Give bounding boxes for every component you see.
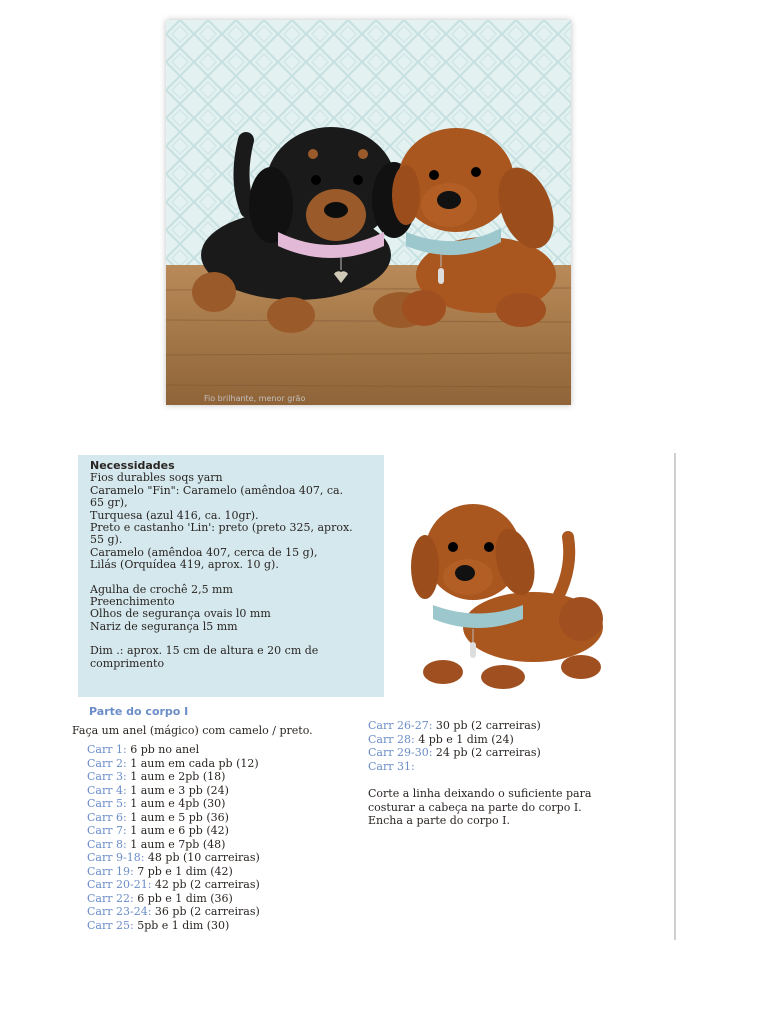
pattern-row: [368, 760, 541, 774]
row-label: Carr 8:: [87, 837, 127, 851]
brown-dachshund-photo: [403, 477, 618, 692]
tools-line: Agulha de crochê 2,5 mm: [90, 582, 233, 596]
row-text: 4 pb e 1 dim (24): [414, 732, 514, 746]
row-text: 1 aum em cada pb (12): [126, 756, 259, 770]
pattern-row: [87, 797, 260, 811]
note-line: Corte a linha deixando o suficiente para: [368, 787, 592, 800]
row-text: 7 pb e 1 dim (42): [133, 864, 233, 878]
materials-line: Caramelo "Fin": Caramelo (amêndoa 407, ca.: [90, 483, 344, 497]
pattern-row: [87, 824, 260, 838]
pattern-row: [87, 892, 260, 906]
tools-line: Olhos de segurança ovais l0 mm: [90, 607, 271, 621]
row-label: Carr 23-24:: [87, 905, 152, 918]
pattern-row: [87, 770, 260, 784]
row-label: Carr 6:: [87, 810, 127, 824]
row-label: Carr 29-30:: [368, 746, 433, 759]
row-text: 30 pb (2 carreiras): [432, 719, 541, 732]
row-label: Carr 19:: [87, 864, 134, 878]
row-text: 48 pb (10 carreiras): [144, 851, 260, 864]
pattern-row: [87, 811, 260, 825]
pattern-intro: Faça um anel (mágico) com camelo / preto.: [72, 724, 313, 737]
pattern-row: [368, 719, 541, 733]
row-label: Carr 31:: [368, 759, 415, 773]
dachshund-photo: [166, 20, 571, 405]
row-label: Carr 26-27:: [368, 719, 433, 732]
row-label: Carr 1:: [87, 743, 127, 756]
rows-left: [87, 743, 260, 932]
row-text: 1 aum e 5 pb (36): [126, 810, 229, 824]
pattern-row: [87, 784, 260, 798]
row-text: 24 pb (2 carreiras): [432, 746, 541, 759]
pattern-row: [87, 878, 260, 892]
materials-line: Turquesa (azul 416, ca. 10gr).: [90, 508, 259, 522]
row-label: Carr 20-21:: [87, 878, 152, 891]
row-text: 42 pb (2 carreiras): [151, 878, 260, 891]
row-text: 1 aum e 3 pb (24): [126, 783, 229, 797]
row-label: Carr 2:: [87, 756, 127, 770]
section-title: Parte do corpo I: [89, 705, 189, 718]
pattern-row: [87, 851, 260, 865]
dimensions-line: Dim .: aprox. 15 cm de altura e 20 cm de: [90, 644, 319, 658]
row-text: 1 aum e 2pb (18): [126, 770, 226, 783]
dachshund-side-illustration: [403, 477, 618, 692]
row-text: 1 aum e 4pb (30): [126, 797, 226, 810]
pattern-page: [63, 453, 676, 940]
materials-line: 55 g).: [90, 533, 123, 547]
pattern-row: [87, 905, 260, 919]
row-text: 6 pb e 1 dim (36): [133, 891, 233, 905]
materials-box: [78, 455, 384, 697]
pattern-row: [87, 865, 260, 879]
row-text: 36 pb (2 carreiras): [151, 905, 260, 918]
row-label: Carr 7:: [87, 824, 127, 837]
pattern-row: [87, 919, 260, 933]
note-line: Encha a parte do corpo I.: [368, 814, 510, 827]
pattern-row: [368, 733, 541, 747]
materials-line: Preto e castanho 'Lin': preto (preto 325, aprox.: [90, 521, 353, 535]
materials-line: Fios durables soqs yarn: [90, 471, 223, 485]
row-label: Carr 28:: [368, 732, 415, 746]
row-label: Carr 9-18:: [87, 851, 145, 864]
photo-caption: Fio brilhante, menor grão: [204, 394, 306, 403]
materials-line: 65 gr),: [90, 496, 128, 510]
note-line: costurar a cabeça na parte do corpo I.: [368, 800, 582, 814]
dimensions-line: comprimento: [90, 656, 165, 670]
materials-line: Lilás (Orquídea 419, aprox. 10 g).: [90, 558, 279, 572]
photo-illustration: [166, 20, 571, 405]
row-label: Carr 25:: [87, 918, 134, 932]
row-text: 6 pb no anel: [126, 743, 200, 756]
row-text: 1 aum e 7pb (48): [126, 837, 226, 851]
pattern-row: [87, 757, 260, 771]
row-label: Carr 3:: [87, 770, 127, 783]
pattern-row: [87, 743, 260, 757]
row-label: Carr 22:: [87, 891, 134, 905]
finishing-note: [368, 787, 638, 828]
row-text: 5pb e 1 dim (30): [133, 918, 230, 932]
rows-right: [368, 719, 541, 773]
tools-line: Preenchimento: [90, 595, 175, 609]
tools-line: Nariz de segurança l5 mm: [90, 619, 238, 633]
pattern-row: [368, 746, 541, 760]
row-label: Carr 5:: [87, 797, 127, 810]
row-label: Carr 4:: [87, 783, 127, 797]
row-text: 1 aum e 6 pb (42): [126, 824, 229, 837]
materials-title: Necessidades: [90, 459, 175, 472]
materials-line: Caramelo (amêndoa 407, cerca de 15 g),: [90, 545, 318, 559]
pattern-row: [87, 838, 260, 852]
